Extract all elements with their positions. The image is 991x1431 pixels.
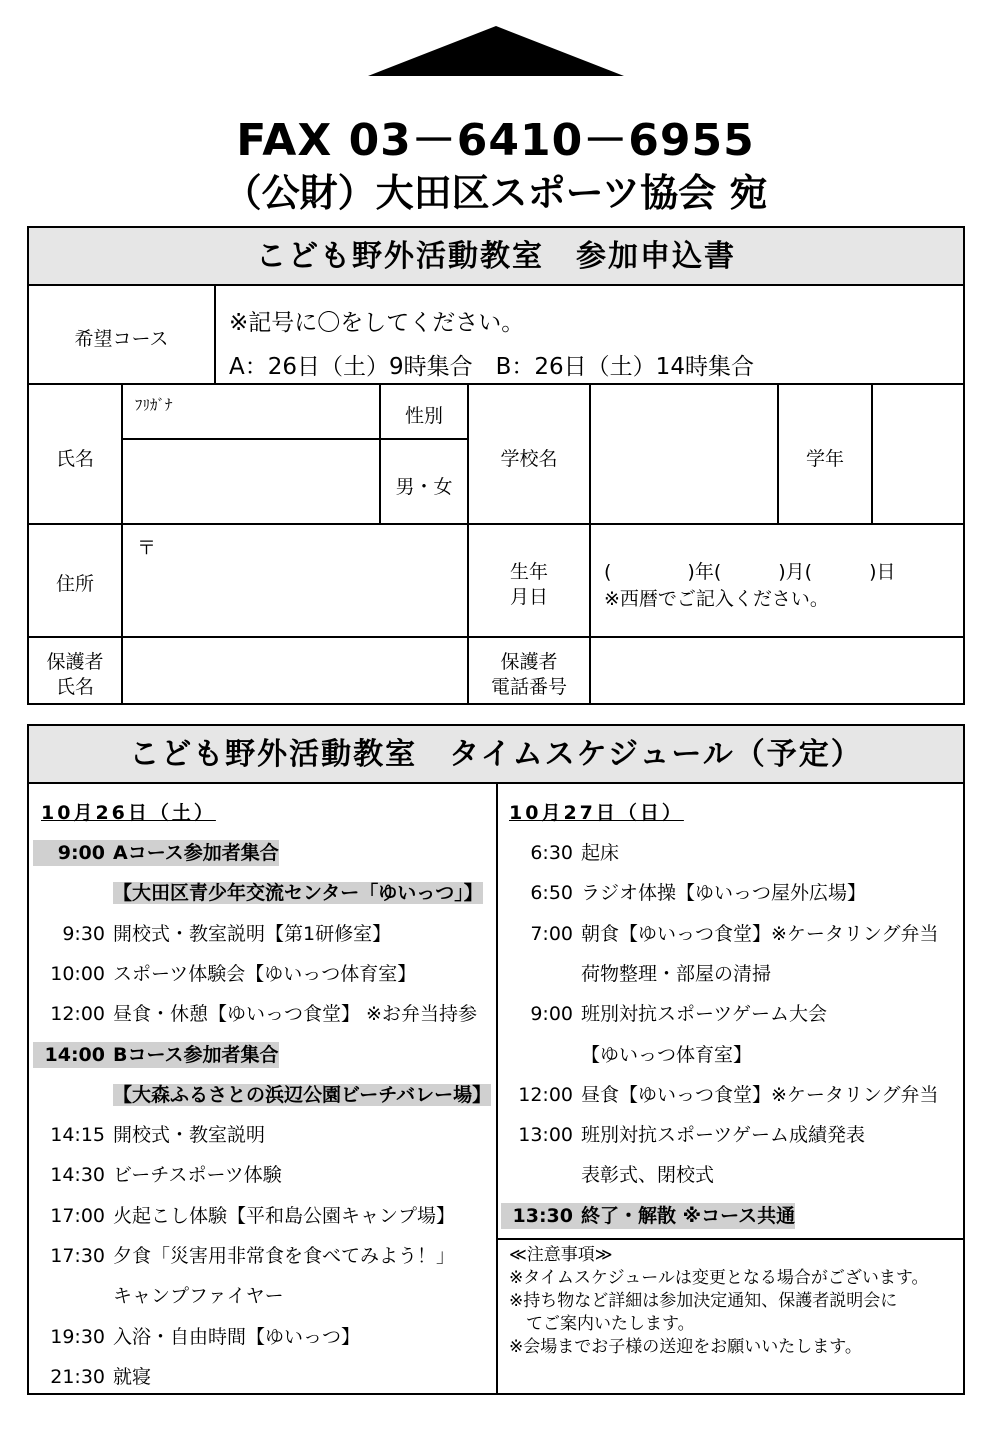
schedule-time: 6:30 — [530, 842, 573, 864]
schedule-time: 13:00 — [518, 1124, 573, 1147]
schedule-item — [33, 1364, 151, 1390]
schedule-item — [501, 1042, 752, 1068]
schedule-text: キャンプファイヤー — [113, 1285, 284, 1308]
schedule-text: 班別対抗スポーツゲーム大会 — [581, 1003, 828, 1026]
guardian-phone-field[interactable] — [591, 638, 963, 703]
schedule-text: 荷物整理・部屋の清掃 — [581, 962, 772, 985]
name-label: 氏名 — [55, 448, 94, 470]
note-line: てご案内いたします。 — [509, 1314, 695, 1334]
schedule-text: 就寝 — [113, 1365, 152, 1388]
schedule-title: こども野外活動教室 タイムスケジュール（予定） — [29, 726, 963, 784]
schedule-time: 21:30 — [50, 1365, 105, 1388]
recipient: （公財）大田区スポーツ協会 宛 — [223, 171, 768, 215]
schedule-time: 6:50 — [530, 882, 573, 905]
form-title: こども野外活動教室 参加申込書 — [29, 228, 963, 286]
schedule-text: Bコース参加者集合 — [113, 1043, 279, 1066]
schedule-item — [33, 921, 391, 947]
schedule-text: スポーツ体験会【ゆいっつ体育室】 — [113, 962, 417, 985]
schedule-item — [33, 880, 483, 906]
schedule-time: 7:00 — [530, 922, 573, 945]
note-line: ※タイムスケジュールは変更となる場合がございます。 — [509, 1268, 929, 1288]
schedule-time: 9:00 — [57, 842, 105, 864]
day1-date: 10月26日（土） — [41, 802, 216, 824]
schedule-time: 13:30 — [512, 1204, 573, 1227]
schedule-item — [501, 880, 866, 906]
grade-label: 学年 — [805, 448, 844, 470]
schedule-text: ラジオ体操【ゆいっつ屋外広場】 — [581, 882, 867, 905]
schedule-text: 【ゆいっつ体育室】 — [581, 1043, 753, 1066]
schedule-item — [501, 961, 771, 987]
schedule-item — [501, 1082, 939, 1108]
school-field[interactable] — [591, 385, 777, 523]
schedule-item — [501, 1001, 827, 1027]
schedule-item — [501, 921, 939, 947]
schedule-text: 昼食・休憩【ゆいっつ食堂】 ※お弁当持参 — [113, 1003, 477, 1026]
schedule-time: 14:00 — [44, 1043, 105, 1066]
note-line: ※会場までお子様の送迎をお願いいたします。 — [509, 1337, 862, 1357]
schedule-time: 14:30 — [50, 1164, 105, 1187]
schedule-text: 【大森ふるさとの浜辺公園ビーチバレー場】 — [113, 1083, 492, 1106]
schedule-item — [501, 840, 619, 866]
schedule-text: 終了・解散 ※コース共通 — [581, 1204, 796, 1227]
postal-mark: 〒 — [137, 537, 157, 559]
schedule-text: 夕食「災害用非常食を食べてみよう！」 — [113, 1245, 456, 1267]
schedule-time: 10:00 — [50, 962, 105, 985]
schedule-item — [501, 1203, 795, 1229]
schedule-item — [33, 1001, 477, 1027]
furigana-label: ﾌﾘｶﾞﾅ — [135, 396, 173, 414]
course-label: 希望コース — [74, 328, 169, 350]
gender-options[interactable]: 男・女 — [395, 476, 453, 498]
schedule-time: 14:15 — [50, 1124, 105, 1147]
course-note: ※記号に〇をしてください。 — [229, 310, 525, 336]
address-field[interactable] — [123, 525, 467, 636]
phone-label-2: 電話番号 — [490, 676, 567, 698]
schedule-text: 火起こし体験【平和島公園キャンプ場】 — [113, 1204, 456, 1227]
birth-field[interactable]: ( )年( )月( )日 — [604, 561, 896, 583]
schedule-item — [33, 1082, 491, 1108]
schedule — [27, 724, 965, 1395]
guardian-name-field[interactable] — [123, 638, 467, 703]
schedule-text: 班別対抗スポーツゲーム成績発表 — [581, 1124, 866, 1147]
schedule-time: 17:00 — [50, 1204, 105, 1227]
schedule-text: 開校式・教室説明 — [113, 1124, 266, 1147]
schedule-item — [33, 840, 279, 866]
schedule-time: 19:30 — [50, 1325, 105, 1348]
schedule-text: 開校式・教室説明【第1研修室】 — [113, 922, 392, 945]
schedule-time: 12:00 — [518, 1083, 573, 1106]
school-label: 学校名 — [500, 448, 558, 470]
schedule-item — [33, 1122, 265, 1148]
note-line: ※持ち物など詳細は参加決定通知、保護者説明会に — [509, 1291, 898, 1311]
schedule-text: 表彰式、閉校式 — [581, 1164, 715, 1187]
furigana-field[interactable] — [123, 385, 379, 438]
schedule-item — [33, 961, 416, 987]
phone-label-1: 保護者 — [500, 651, 558, 673]
schedule-item — [33, 1162, 282, 1188]
schedule-item — [33, 1283, 284, 1309]
birth-label-2: 月日 — [509, 586, 548, 608]
schedule-text: 入浴・自由時間【ゆいっつ】 — [113, 1325, 361, 1348]
schedule-item — [33, 1042, 279, 1068]
schedule-text: 昼食【ゆいっつ食堂】※ケータリング弁当 — [581, 1083, 939, 1106]
schedule-text: 【大田区青少年交流センター「ゆいっつ」】 — [113, 882, 483, 905]
schedule-text: ビーチスポーツ体験 — [113, 1164, 282, 1187]
schedule-text: 朝食【ゆいっつ食堂】※ケータリング弁当 — [581, 922, 939, 945]
address-label: 住所 — [55, 573, 94, 595]
schedule-time: 9:00 — [530, 1003, 573, 1026]
birth-label-1: 生年 — [509, 561, 548, 583]
schedule-item — [501, 1162, 714, 1188]
note-line: ≪注意事項≫ — [509, 1245, 613, 1265]
name-field[interactable] — [123, 440, 379, 523]
schedule-item — [33, 1203, 455, 1229]
guardian-label-2: 氏名 — [55, 676, 94, 698]
schedule-time: 17:30 — [50, 1245, 105, 1267]
fax-number: FAX 03－6410－6955 — [236, 115, 755, 166]
day2-date: 10月27日（日） — [509, 802, 684, 824]
grade-field[interactable] — [873, 385, 963, 523]
schedule-time: 9:30 — [62, 922, 105, 945]
schedule-text: Aコース参加者集合 — [113, 842, 279, 864]
schedule-item — [501, 1122, 865, 1148]
application-form — [27, 226, 965, 705]
arrow-up-icon — [368, 26, 624, 76]
birth-note: ※西暦でご記入ください。 — [604, 588, 829, 610]
schedule-item — [33, 1324, 360, 1350]
schedule-text: 起床 — [581, 842, 620, 864]
gender-label: 性別 — [404, 405, 443, 427]
guardian-label-1: 保護者 — [46, 651, 104, 673]
course-options[interactable]: A：26日（土）9時集合 B：26日（土）14時集合 — [229, 354, 754, 380]
schedule-time: 12:00 — [50, 1003, 105, 1026]
schedule-item — [33, 1243, 455, 1269]
